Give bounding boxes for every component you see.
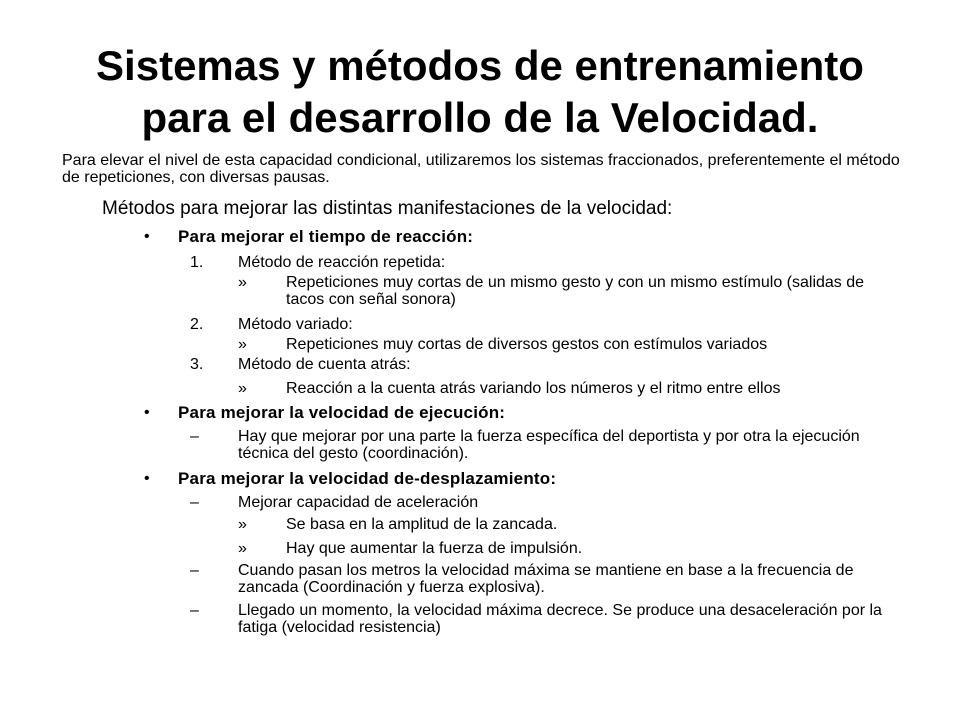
bullet-marker: • xyxy=(144,404,150,421)
method-number: 2. xyxy=(190,316,204,333)
subitem-marker: » xyxy=(238,380,247,397)
subitem-marker: » xyxy=(238,336,247,353)
item-text: Cuando pasan los metros la velocidad máxima se mantiene en base a la frecuencia de zancada (Coordinación y fuerza explosiva). xyxy=(238,562,854,596)
subitem-text: Repeticiones muy cortas de diversos gestos con estímulos variados xyxy=(286,336,768,353)
bullet-marker: • xyxy=(144,470,150,487)
dash-marker: – xyxy=(190,494,199,511)
subitem-text: Se basa en la amplitud de la zancada. xyxy=(286,516,558,533)
subitem-text: Hay que aumentar la fuerza de impulsión. xyxy=(286,540,583,557)
method-number: 3. xyxy=(190,356,204,373)
dash-marker: – xyxy=(190,602,199,619)
method-label: Método variado: xyxy=(238,316,353,333)
subitem-marker: » xyxy=(238,516,247,533)
title-line-2: para el desarrollo de la Velocidad. xyxy=(141,94,819,141)
methods-subheading: Métodos para mejorar las distintas manifestaciones de la velocidad: xyxy=(102,198,673,219)
section-heading: Para mejorar el tiempo de reacción: xyxy=(178,227,474,246)
dash-marker: – xyxy=(190,428,199,445)
subitem-marker: » xyxy=(238,540,247,557)
method-label: Método de cuenta atrás: xyxy=(238,356,411,373)
section-heading: Para mejorar la velocidad de ejecución: xyxy=(178,403,506,422)
item-text: Mejorar capacidad de aceleración xyxy=(238,494,479,511)
dash-marker: – xyxy=(190,562,199,579)
bullet-marker: • xyxy=(144,228,150,245)
item-text: Hay que mejorar por una parte la fuerza específica del deportista y por otra la ejecución técnica del gesto (coordinación). xyxy=(238,428,860,462)
method-label: Método de reacción repetida: xyxy=(238,254,446,271)
item-text: Llegado un momento, la velocidad máxima decrece. Se produce una desaceleración por la fatiga (velocidad resistencia) xyxy=(238,602,882,636)
intro-paragraph: Para elevar el nivel de esta capacidad condicional, utilizaremos los sistemas fraccionados, preferentemente el método de repeticiones, con diversas pausas. xyxy=(62,152,900,186)
subitem-marker: » xyxy=(238,274,247,291)
title-line-1: Sistemas y métodos de entrenamiento xyxy=(96,42,864,89)
subitem-text: Repeticiones muy cortas de un mismo gesto y con un mismo estímulo (salidas de tacos con señal sonora) xyxy=(286,274,865,308)
method-number: 1. xyxy=(190,254,204,271)
subitem-text: Reacción a la cuenta atrás variando los números y el ritmo entre ellos xyxy=(286,380,781,397)
slide-title xyxy=(40,40,920,144)
section-heading: Para mejorar la velocidad de-desplazamiento: xyxy=(178,469,557,488)
